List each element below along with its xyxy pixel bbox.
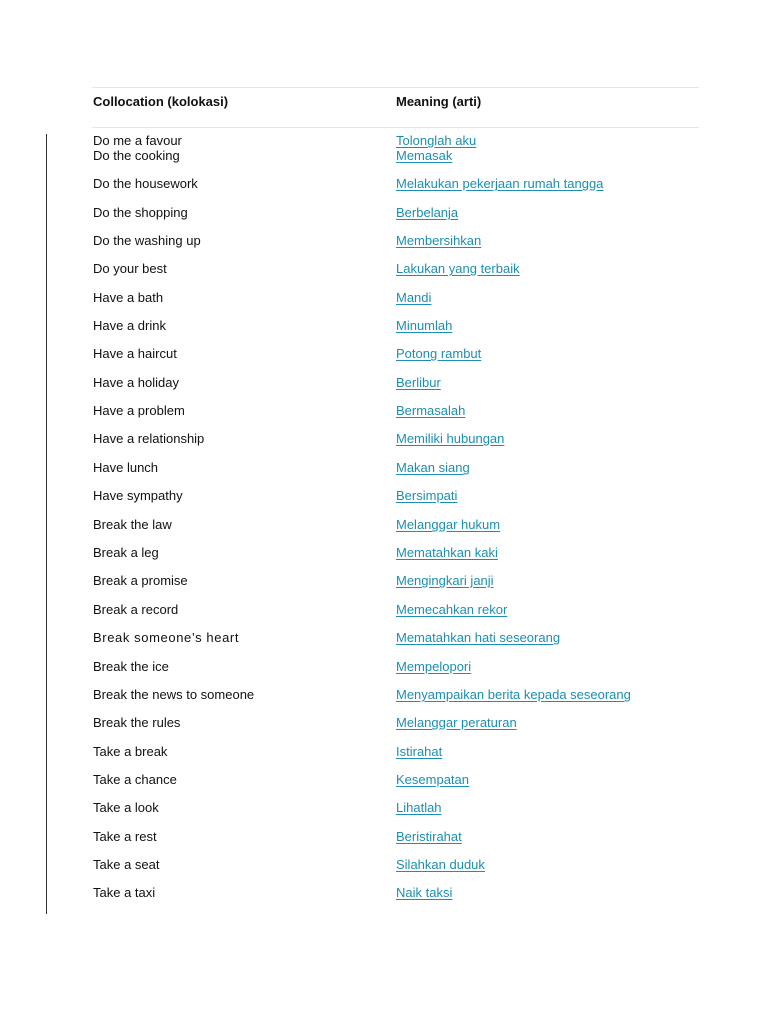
- collocation-term: Take a seat: [93, 857, 160, 872]
- table-row: [0, 800, 768, 816]
- table-row: [0, 659, 768, 675]
- meaning-link[interactable]: Mandi: [396, 290, 432, 305]
- collocation-term: Break the news to someone: [93, 687, 255, 702]
- meaning-link[interactable]: Memiliki hubungan: [396, 431, 505, 446]
- meaning-link[interactable]: Berlibur: [396, 375, 441, 390]
- collocation-term: Break the law: [93, 517, 172, 532]
- meaning-link[interactable]: Makan siang: [396, 460, 470, 475]
- meaning-link[interactable]: Kesempatan: [396, 772, 469, 787]
- meaning-link[interactable]: Istirahat: [396, 744, 443, 759]
- collocation-term: Have sympathy: [93, 488, 183, 503]
- table-header: [0, 94, 768, 112]
- collocation-term: Break the ice: [93, 659, 169, 674]
- collocation-term: Have a problem: [93, 403, 185, 418]
- meaning-link[interactable]: Mematahkan kaki: [396, 545, 498, 560]
- meaning-link[interactable]: Mematahkan hati seseorang: [396, 630, 561, 645]
- meaning-link[interactable]: Minumlah: [396, 318, 453, 333]
- meaning-link[interactable]: Memecahkan rekor: [396, 602, 508, 617]
- collocation-term: Do the washing up: [93, 233, 201, 248]
- meaning-column-header: Meaning (arti): [396, 94, 482, 109]
- collocation-term: Take a rest: [93, 829, 157, 844]
- collocation-term: Have a bath: [93, 290, 164, 305]
- table-row: [0, 176, 768, 192]
- table-row: [0, 403, 768, 419]
- table-row: [0, 687, 768, 703]
- meaning-link[interactable]: Potong rambut: [396, 346, 482, 361]
- collocation-term: Have a haircut: [93, 346, 177, 361]
- table-row: [0, 715, 768, 731]
- table-row: [0, 573, 768, 589]
- table-row: [0, 133, 768, 149]
- table-row: [0, 346, 768, 362]
- table-row: [0, 772, 768, 788]
- meaning-link[interactable]: Mengingkari janji: [396, 573, 494, 588]
- collocation-term: Break a leg: [93, 545, 159, 560]
- collocation-term: Have lunch: [93, 460, 159, 475]
- meaning-link[interactable]: Berbelanja: [396, 205, 459, 220]
- collocation-term: Break a promise: [93, 573, 188, 588]
- collocation-term: Break someone’s heart: [93, 630, 240, 645]
- meaning-link[interactable]: Melanggar peraturan: [396, 715, 517, 730]
- table-row: [0, 857, 768, 873]
- table-row: [0, 290, 768, 306]
- collocation-term: Have a relationship: [93, 431, 205, 446]
- table-row: [0, 630, 768, 646]
- meaning-link[interactable]: Naik taksi: [396, 885, 453, 900]
- table-row: [0, 545, 768, 561]
- table-row: [0, 205, 768, 221]
- collocation-term: Take a break: [93, 744, 168, 759]
- meaning-link[interactable]: Bermasalah: [396, 403, 466, 418]
- collocation-term: Do the housework: [93, 176, 198, 191]
- meaning-link[interactable]: Melanggar hukum: [396, 517, 501, 532]
- table-row: [0, 148, 768, 164]
- table-row: [0, 744, 768, 760]
- top-divider: [92, 87, 699, 88]
- meaning-link[interactable]: Membersihkan: [396, 233, 482, 248]
- collocation-term: Take a chance: [93, 772, 177, 787]
- meaning-link[interactable]: Silahkan duduk: [396, 857, 485, 872]
- table-row: [0, 318, 768, 334]
- collocation-term: Have a drink: [93, 318, 166, 333]
- table-row: [0, 829, 768, 845]
- collocation-term: Take a taxi: [93, 885, 156, 900]
- collocation-term: Break a record: [93, 602, 179, 617]
- collocation-term: Take a look: [93, 800, 159, 815]
- collocation-term: Break the rules: [93, 715, 181, 730]
- table-row: [0, 517, 768, 533]
- collocation-term: Do me a favour: [93, 133, 182, 148]
- meaning-link[interactable]: Bersimpati: [396, 488, 458, 503]
- header-divider: [92, 127, 699, 128]
- collocation-column-header: Collocation (kolokasi): [93, 94, 229, 109]
- table-row: [0, 431, 768, 447]
- meaning-link[interactable]: Memasak: [396, 148, 453, 163]
- table-row: [0, 233, 768, 249]
- collocation-term: Have a holiday: [93, 375, 179, 390]
- meaning-link[interactable]: Tolonglah aku: [396, 133, 477, 148]
- table-row: [0, 602, 768, 618]
- collocation-term: Do the cooking: [93, 148, 180, 163]
- table-row: [0, 460, 768, 476]
- meaning-link[interactable]: Mempelopori: [396, 659, 472, 674]
- meaning-link[interactable]: Lakukan yang terbaik: [396, 261, 520, 276]
- collocation-term: Do your best: [93, 261, 167, 276]
- table-row: [0, 375, 768, 391]
- meaning-link[interactable]: Beristirahat: [396, 829, 462, 844]
- table-row: [0, 885, 768, 901]
- table-row: [0, 261, 768, 277]
- meaning-link[interactable]: Menyampaikan berita kepada seseorang: [396, 687, 631, 702]
- meaning-link[interactable]: Melakukan pekerjaan rumah tangga: [396, 176, 604, 191]
- meaning-link[interactable]: Lihatlah: [396, 800, 442, 815]
- table-row: [0, 488, 768, 504]
- collocation-term: Do the shopping: [93, 205, 188, 220]
